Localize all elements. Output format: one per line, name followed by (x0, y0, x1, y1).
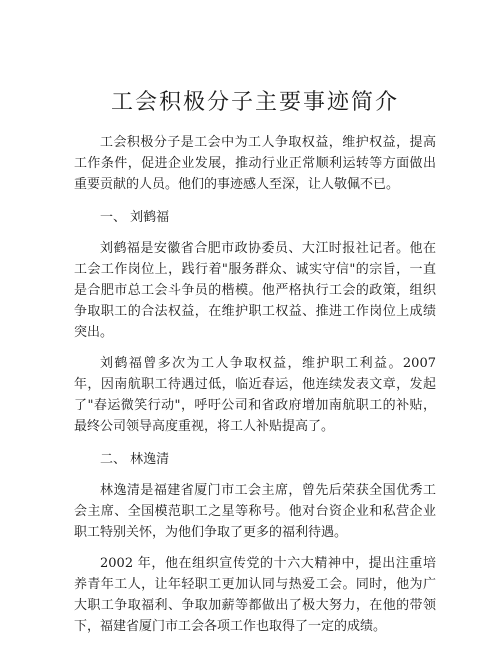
section-heading-1: 一、 刘鹤福 (100, 210, 170, 225)
section-2-paragraph-2: 2002 年，他在组织宣传党的十六大精神中，提出注重培养青年工人，让年轻职工更加认同与热爱工会。同时，他为广大职工争取福利、争取加薪等都做出了极大努力，在他的带领下，福建省厦门市工会各项工作也取得了一定的成绩。 (74, 556, 436, 634)
section-2-paragraph-1: 林逸清是福建省厦门市工会主席，曾先后荣获全国优秀工会主席、全国模范职工之星等称号。他对台资企业和私营企业职工特别关怀，为他们争取了更多的福利待遇。 (74, 483, 436, 540)
document-title: 工会积极分子主要事迹简介 (110, 90, 399, 115)
section-heading-2: 二、 林逸清 (100, 452, 170, 467)
section-1-paragraph-1: 刘鹤福是安徽省合肥市政协委员、大江时报社记者。他在工会工作岗位上，践行着"服务群众、诚实守信"的宗旨，一直是合肥市总工会斗争员的楷模。他严格执行工会的政策，组织争取职工的合法权益，在维护职工权益、推进工作岗位上成绩突出。 (74, 241, 436, 340)
section-1-paragraph-2: 刘鹤福曾多次为工人争取权益，维护职工利益。2007 年，因南航职工待遇过低，临近春运，他连续发表文章，发起了"春运微笑行动"，呼吁公司和省政府增加南航职工的补贴，最终公司领导高度重视，将工人补贴提高了。 (74, 356, 436, 434)
intro-paragraph: 工会积极分子是工会中为工人争取权益，维护权益，提高工作条件，促进企业发展，推动行业正常顺利运转等方面做出重要贡献的人员。他们的事迹感人至深，让人敬佩不已。 (74, 135, 436, 192)
